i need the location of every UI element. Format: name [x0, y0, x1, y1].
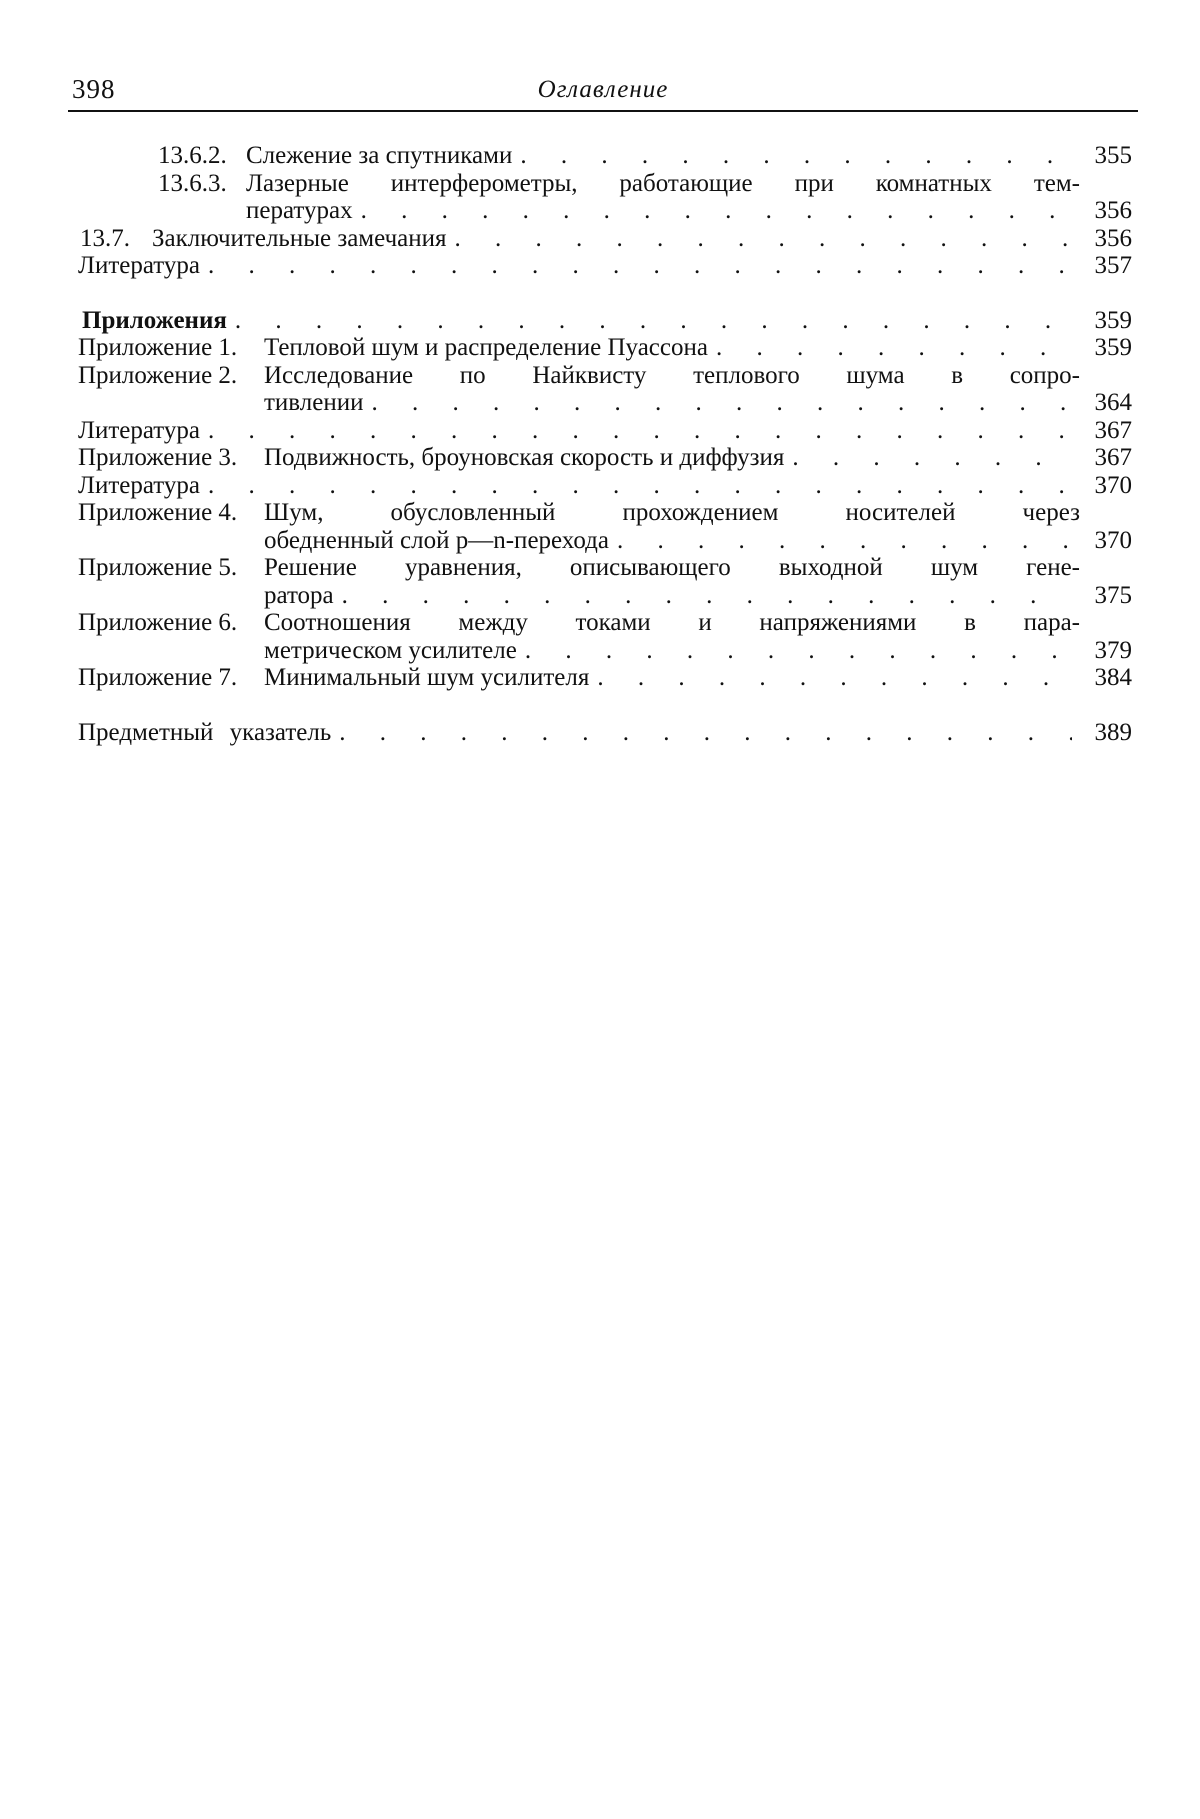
toc-entry-number: Приложение 4. [78, 499, 238, 526]
toc-entry-title: Литература [78, 252, 200, 279]
dot-leader [235, 307, 1072, 335]
toc-entry-appendix-2[interactable] [72, 362, 1132, 417]
toc-page-number: 370 [1094, 471, 1132, 499]
toc-entry-title-line: Исследование по Найквисту теплового шума в сопро- [264, 361, 1080, 389]
toc-entry-title-line: пературах [246, 197, 353, 224]
toc-entry-13-6-3[interactable] [72, 170, 1132, 225]
toc-entry-number: Приложение 5. [78, 554, 238, 581]
dot-leader [208, 417, 1072, 445]
toc-page-number: 375 [1094, 581, 1132, 609]
toc-entry-title: Минимальный шум усилителя [264, 664, 590, 691]
toc-entry-appendix-3[interactable] [72, 444, 1132, 472]
toc-page-number: 359 [1094, 306, 1132, 334]
toc-entry-title-line: Решение уравнения, описывающего выходной шум гене- [264, 554, 1080, 581]
dot-leader [520, 142, 1072, 170]
toc-entry-title-line: Шум, обусловленный прохождением носителей через [264, 499, 1080, 526]
dot-leader [372, 389, 1073, 417]
toc-entry-references[interactable] [72, 472, 1132, 500]
dot-leader [208, 472, 1072, 500]
toc-entry-title-line: ратора [264, 581, 334, 609]
dot-leader [342, 582, 1072, 610]
dot-leader [792, 444, 1072, 472]
toc-entry-number: 13.7. [80, 224, 130, 252]
toc-entry-number: Приложение 6. [78, 609, 238, 636]
toc-page-number: 356 [1094, 224, 1132, 252]
dot-leader [208, 252, 1072, 280]
toc-page-number: 370 [1094, 526, 1132, 554]
dot-leader [361, 197, 1072, 225]
toc-entry-title: Предметный указатель [78, 718, 332, 746]
page-header [68, 74, 1138, 112]
toc-entry-title-line: Соотношения между токами и напряжениями в пара- [264, 609, 1080, 636]
toc-entry-title-line: обедненный слой p—n-перехода [264, 526, 609, 554]
toc-entry-subject-index[interactable] [72, 719, 1132, 747]
toc-entry-appendix-6[interactable] [72, 609, 1132, 664]
toc-entry-references[interactable] [72, 417, 1132, 445]
toc-entry-title: Приложения [82, 306, 227, 334]
toc-entry-references[interactable] [72, 252, 1132, 280]
toc-entry-appendix-5[interactable] [72, 554, 1132, 609]
toc-entry-title: Слежение за спутниками [246, 142, 513, 169]
toc-entry-title: Тепловой шум и распределение Пуассона [264, 334, 708, 361]
toc-page-number: 367 [1094, 444, 1132, 471]
page-number: 398 [72, 74, 116, 104]
toc-entry-13-7[interactable] [72, 225, 1132, 253]
toc-entry-number: 13.6.3. [158, 169, 227, 197]
toc-entry-number: Приложение 3. [78, 444, 238, 471]
toc-entry-number: 13.6.2. [158, 142, 227, 169]
toc-entry-appendix-7[interactable] [72, 664, 1132, 692]
dot-leader [525, 637, 1072, 665]
toc-entry-number: Приложение 1. [78, 334, 238, 361]
toc-page-number: 359 [1094, 334, 1132, 361]
toc-page-number: 389 [1094, 718, 1132, 746]
toc-entry-number: Приложение 7. [78, 664, 238, 691]
toc-entry-13-6-2[interactable] [72, 142, 1132, 170]
dot-leader [455, 225, 1072, 253]
toc-entry-title: Подвижность, броуновская скорость и диффузия [264, 444, 785, 471]
toc-entry-title-line: Лазерные интерферометры, работающие при комнатных тем- [246, 169, 1080, 197]
toc-entry-number: Приложение 2. [78, 361, 238, 389]
dot-leader [339, 719, 1072, 747]
toc-entry-title: Заключительные замечания [152, 224, 447, 252]
toc-entry-appendix-1[interactable] [72, 334, 1132, 362]
dot-leader [597, 664, 1072, 692]
toc-page-number: 356 [1094, 197, 1132, 224]
toc-entry-title: Литература [78, 471, 200, 499]
toc-page-number: 384 [1094, 664, 1132, 691]
toc-entry-appendix-4[interactable] [72, 499, 1132, 554]
dot-leader [617, 527, 1072, 555]
toc-page-number: 364 [1094, 389, 1132, 416]
toc-page-number: 355 [1094, 142, 1132, 169]
dot-leader [716, 334, 1072, 362]
toc-entry-title-line: тивлении [264, 389, 364, 416]
toc-entry-appendices[interactable] [72, 307, 1132, 335]
toc-entry-title: Литература [78, 416, 200, 444]
table-of-contents [72, 142, 1132, 746]
running-title: Оглавление [537, 76, 669, 103]
toc-page-number: 357 [1094, 252, 1132, 279]
toc-entry-title-line: метрическом усилителе [264, 636, 517, 664]
toc-page-number: 379 [1094, 636, 1132, 664]
toc-page-number: 367 [1094, 416, 1132, 444]
